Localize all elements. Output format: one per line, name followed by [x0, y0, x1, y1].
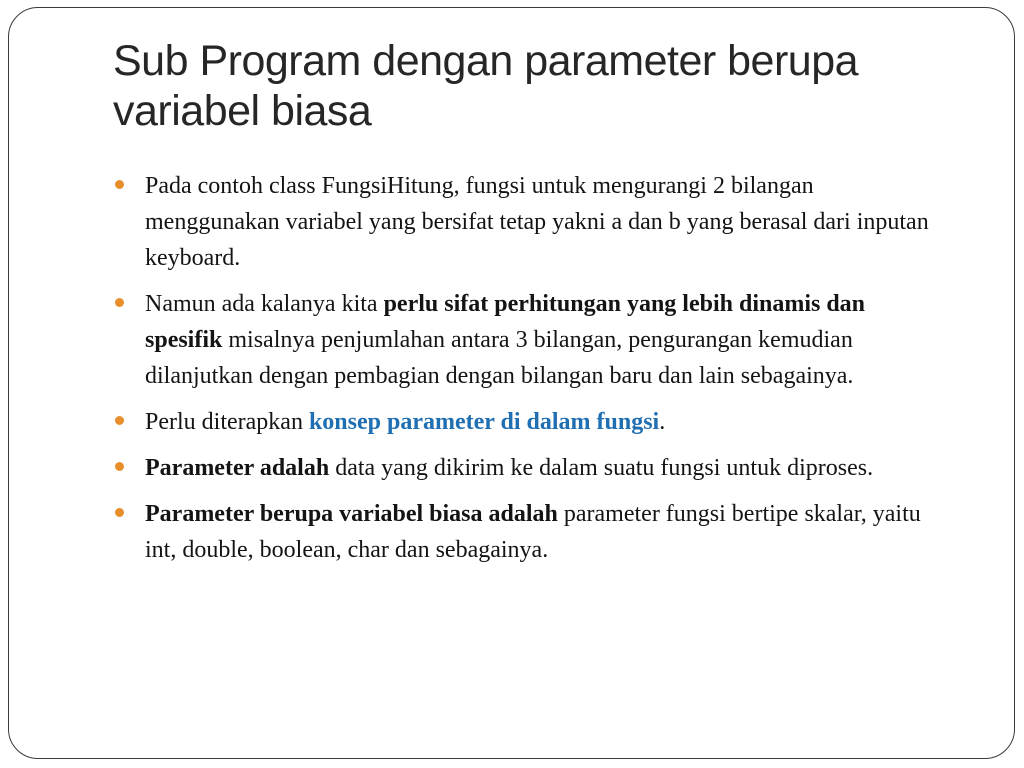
bullet-text: Namun ada kalanya kita — [145, 291, 384, 317]
bullet-item-4 — [113, 450, 943, 486]
bullet-dot-icon — [115, 508, 124, 517]
slide-title: Sub Program dengan parameter berupa variabel biasa — [113, 37, 859, 135]
bullet-highlight-text: konsep parameter di dalam fungsi — [308, 409, 660, 435]
bullet-text: Pada contoh class FungsiHitung, fungsi untuk mengurangi 2 bilangan menggunakan variabel yang bersifat tetap yakni a dan b yang berasal dari inputan keyboard. — [145, 173, 929, 271]
bullet-dot-icon — [115, 416, 124, 425]
bullet-item-2 — [113, 286, 943, 394]
bullet-dot-icon — [115, 298, 124, 307]
bullet-text: Perlu diterapkan — [145, 409, 309, 435]
bullet-dot-icon — [115, 180, 124, 189]
bullet-item-1 — [113, 168, 943, 276]
bullet-item-3 — [113, 404, 943, 440]
bullet-text: . — [659, 409, 666, 435]
bullet-text: misalnya penjumlahan antara 3 bilangan, pengurangan kemudian dilanjutkan dengan pembagian dengan bilangan baru dan lain sebagainya. — [145, 327, 854, 389]
bullet-text: data yang dikirim ke dalam suatu fungsi untuk diproses. — [329, 455, 874, 481]
bullet-bold-text: Parameter adalah — [145, 455, 330, 481]
bullet-bold-text: perlu sifat perhitungan yang lebih dinamis dan spesifik — [145, 291, 866, 353]
bullet-dot-icon — [115, 462, 124, 471]
bullet-list — [113, 168, 943, 578]
bullet-item-5 — [113, 496, 943, 568]
bullet-bold-text: Parameter berupa variabel biasa adalah — [145, 501, 558, 527]
bullet-text: parameter fungsi bertipe skalar, yaitu int, double, boolean, char dan sebagainya. — [145, 501, 921, 563]
